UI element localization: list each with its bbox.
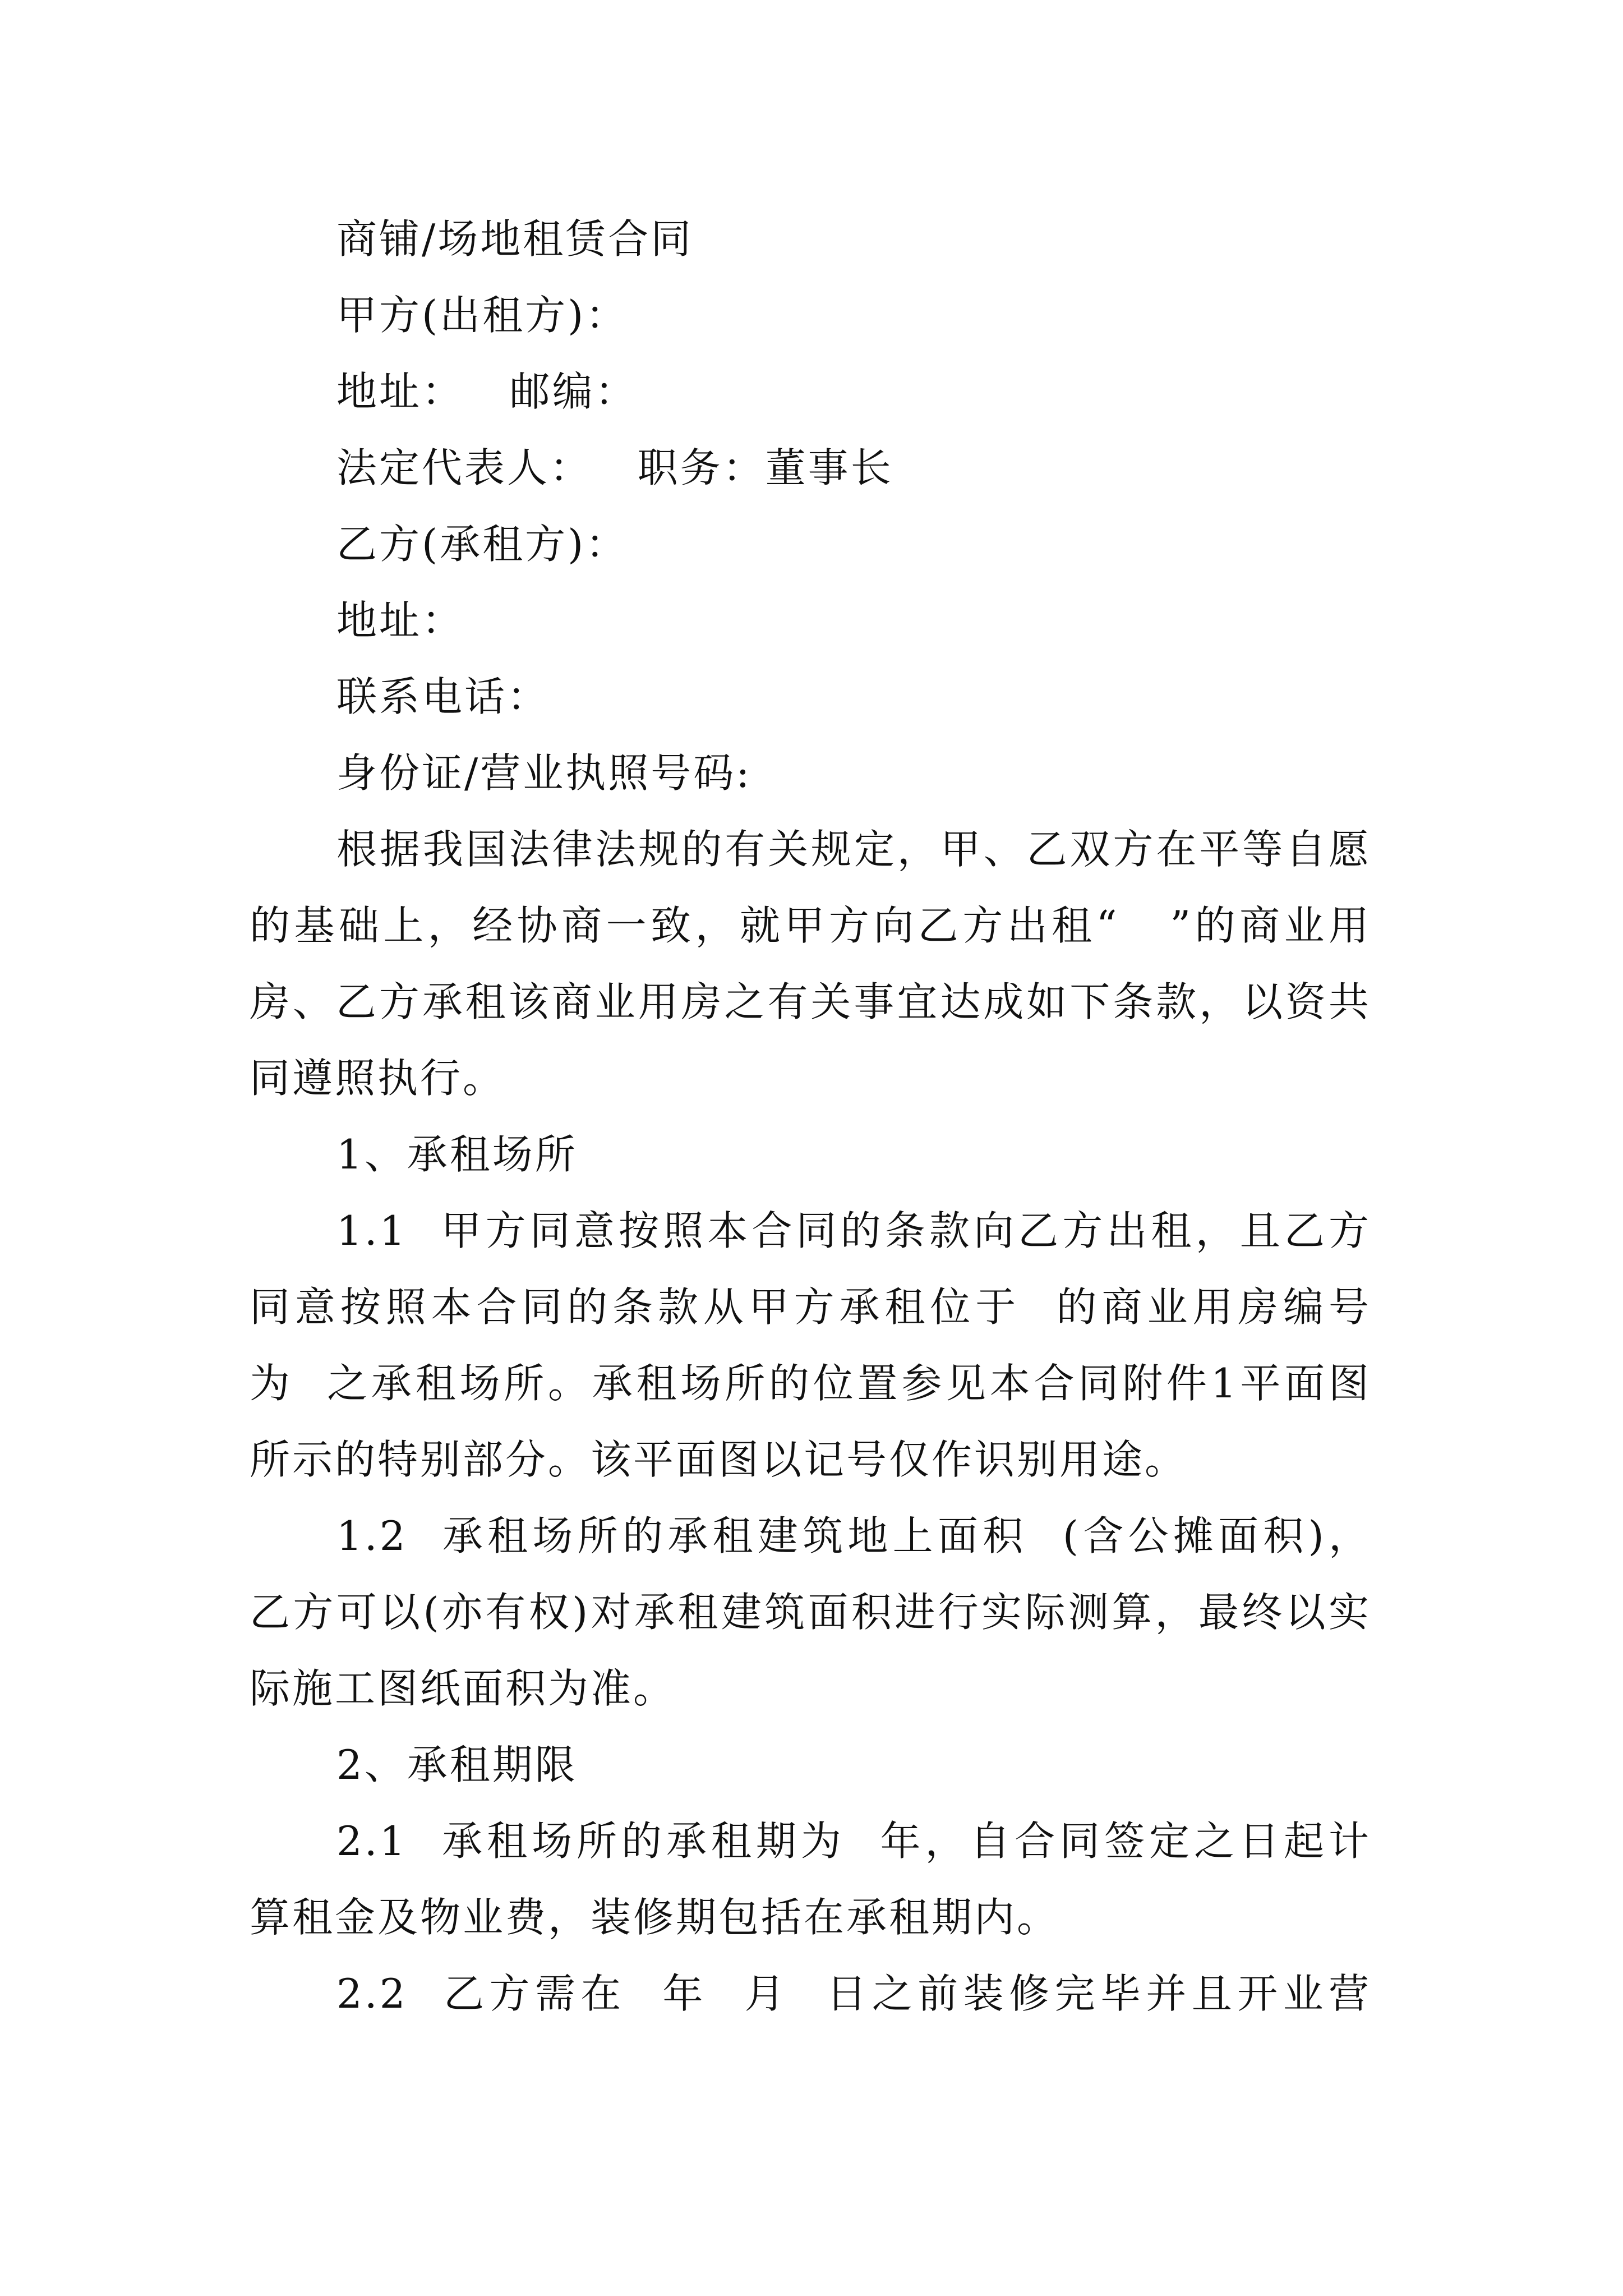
clause-2-2-line: 2.2 乙方需在 年 月 日之前装修完毕并且开业营 xyxy=(336,1970,1371,2017)
clause-1-1-line: 为 之承租场所。承租场所的位置参见本合同附件1平面图 xyxy=(250,1360,1371,1407)
party-a-label: 甲方(出租方)： xyxy=(336,292,629,339)
clause-1-1-line: 所示的特别部分。该平面图以记号仅作识别用途。 xyxy=(250,1436,1188,1483)
preamble-line: 房、乙方承租该商业用房之有关事宜达成如下条款，以资共 xyxy=(250,978,1371,1025)
clause-1-1-line: 同意按照本合同的条款从甲方承租位于 的商业用房编号 xyxy=(250,1283,1371,1331)
preamble-line: 根据我国法律法规的有关规定，甲、乙双方在平等自愿 xyxy=(336,826,1371,873)
party-b-id-number: 身份证/营业执照号码: xyxy=(336,749,752,797)
clause-2-1-line: 2.1 承租场所的承租期为 年，自合同签定之日起计 xyxy=(336,1818,1371,1865)
preamble-line: 同遵照执行。 xyxy=(250,1055,506,1102)
clause-1-1-line: 1.1 甲方同意按照本合同的条款向乙方出租，且乙方 xyxy=(336,1207,1371,1254)
party-b-address: 地址： xyxy=(336,597,465,644)
clause-2-1-line: 算租金及物业费，装修期包括在承租期内。 xyxy=(250,1894,1060,1941)
clause-1-2-line: 乙方可以(亦有权)对承租建筑面积进行实际测算，最终以实 xyxy=(250,1589,1371,1636)
preamble-line: 的基础上，经协商一致，就甲方向乙方出租“ ”的商业用 xyxy=(250,902,1371,949)
section-2-title: 2、承租期限 xyxy=(336,1741,578,1788)
party-b-label: 乙方(承租方)： xyxy=(336,521,629,568)
party-a-representative: 法定代表人： 职务：董事长 xyxy=(336,444,893,491)
clause-1-2-line: 1.2 承租场所的承租建筑地上面积 (含公摊面积)， xyxy=(336,1512,1371,1559)
party-b-phone: 联系电话： xyxy=(336,673,550,720)
document-title: 商铺/场地租赁合同 xyxy=(336,215,694,263)
party-a-address: 地址： 邮编： xyxy=(336,368,638,415)
section-1-title: 1、承租场所 xyxy=(336,1131,578,1178)
clause-1-2-line: 际施工图纸面积为准。 xyxy=(250,1665,676,1712)
